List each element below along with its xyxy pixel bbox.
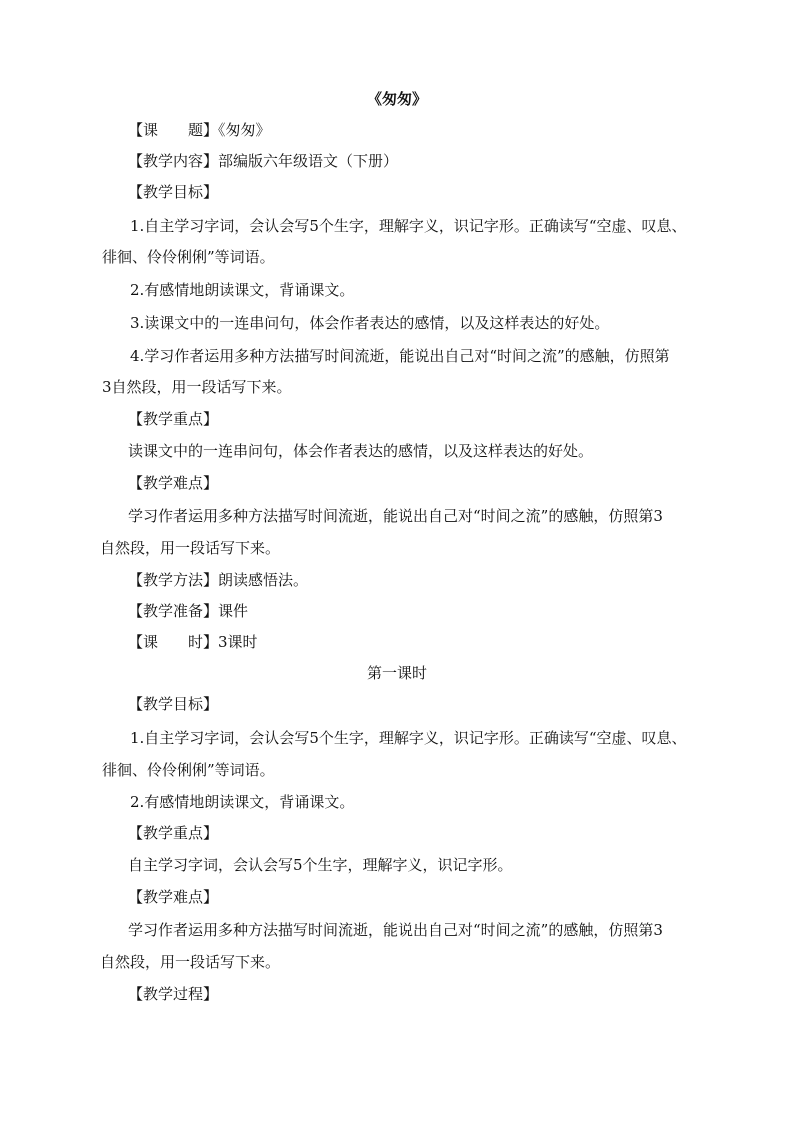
objectives-heading: 【教学目标】 bbox=[128, 183, 219, 201]
difficulty-line-1: 学习作者运用多种方法描写时间流逝，能说出自己对“时间之流”的感触，仿照第3 bbox=[128, 507, 663, 525]
lesson-one-objectives-heading: 【教学目标】 bbox=[128, 695, 219, 713]
teaching-preparation-line: 【教学准备】课件 bbox=[128, 602, 249, 620]
key-point-heading: 【教学重点】 bbox=[128, 410, 219, 428]
lesson-one-objective-line-1: 1.自主学习字词，会认会写5个生字，理解字义，识记字形。正确读写“空虚、叹息、 bbox=[130, 729, 687, 747]
lesson-one-objective-line-2: 徘徊、伶伶俐俐”等词语。 bbox=[102, 761, 275, 779]
teaching-method-line: 【教学方法】朗读感悟法。 bbox=[128, 571, 309, 589]
objective-line-1: 1.自主学习字词，会认会写5个生字，理解字义，识记字形。正确读写“空虚、叹息、 bbox=[130, 217, 687, 235]
lesson-title-line: 【课 题】《匆匆》 bbox=[128, 121, 271, 139]
lesson-one-objective-line-3: 2.有感情地朗读课文，背诵课文。 bbox=[130, 793, 355, 811]
difficulty-heading: 【教学难点】 bbox=[128, 474, 219, 492]
lesson-one-heading: 第一课时 bbox=[366, 664, 427, 682]
objective-line-5: 4.学习作者运用多种方法描写时间流逝，能说出自己对“时间之流”的感触，仿照第 bbox=[130, 347, 670, 365]
objective-line-4: 3.读课文中的一连串问句，体会作者表达的感情，以及这样表达的好处。 bbox=[130, 314, 610, 332]
objective-line-3: 2.有感情地朗读课文，背诵课文。 bbox=[130, 281, 355, 299]
lesson-one-key-point-heading: 【教学重点】 bbox=[128, 824, 219, 842]
lesson-one-difficulty-line-2: 自然段，用一段话写下来。 bbox=[100, 953, 281, 971]
objective-line-6: 3自然段，用一段话写下来。 bbox=[102, 378, 292, 396]
teaching-content-line: 【教学内容】部编版六年级语文（下册） bbox=[128, 152, 399, 170]
key-point-text: 读课文中的一连串问句，体会作者表达的感情，以及这样表达的好处。 bbox=[128, 442, 594, 460]
lesson-one-key-point-text: 自主学习字词，会认会写5个生字，理解字义，识记字形。 bbox=[128, 856, 513, 874]
lesson-one-difficulty-heading: 【教学难点】 bbox=[128, 888, 219, 906]
objective-line-2: 徘徊、伶伶俐俐”等词语。 bbox=[102, 248, 275, 266]
lesson-one-difficulty-line-1: 学习作者运用多种方法描写时间流逝，能说出自己对“时间之流”的感触，仿照第3 bbox=[128, 921, 663, 939]
lesson-one-process-heading: 【教学过程】 bbox=[128, 985, 219, 1003]
difficulty-line-2: 自然段，用一段话写下来。 bbox=[100, 539, 281, 557]
document-title: 《匆匆》 bbox=[366, 90, 427, 108]
teaching-periods-line: 【课 时】3课时 bbox=[128, 633, 258, 651]
